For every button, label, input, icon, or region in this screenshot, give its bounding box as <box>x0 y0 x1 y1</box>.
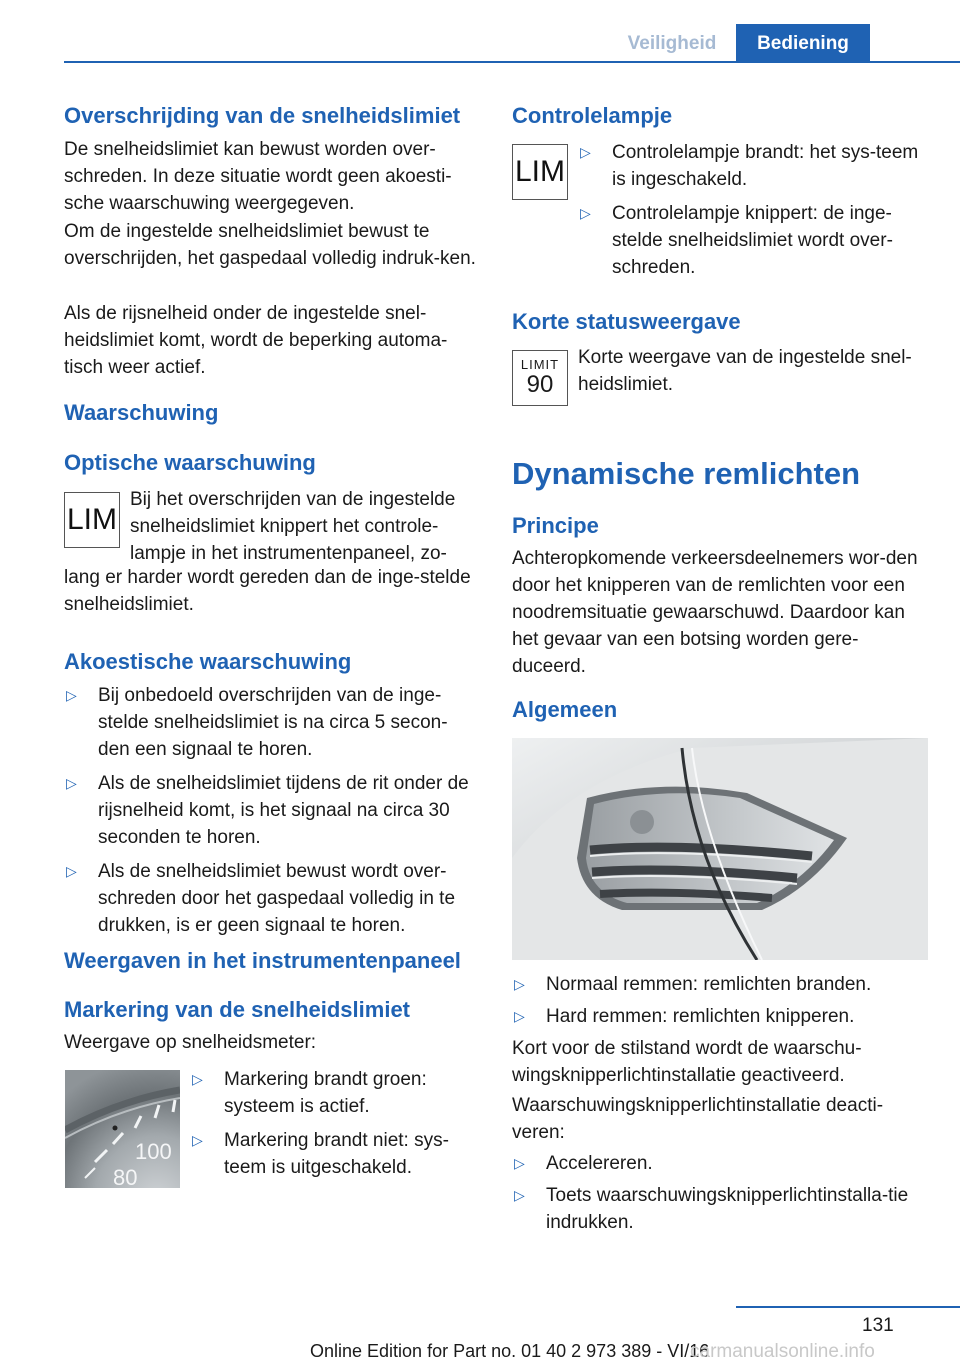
list-item: ▷ Hard remmen: remlichten knipperen. <box>512 1003 930 1030</box>
header-rule <box>64 61 960 63</box>
limit-value: 90 <box>526 371 554 398</box>
deactiveren-list <box>512 1150 930 1236</box>
speedo-label-80: 80 <box>113 1165 138 1188</box>
heading-waarschuwing: Waarschuwing <box>64 400 219 425</box>
speedometer-image <box>65 1070 180 1188</box>
heading-overschrijding: Overschrijding van de snelheidslimiet <box>64 103 461 128</box>
lim-indicator-icon: LIM <box>64 492 120 548</box>
list-item: ▷ Markering brandt groen: systeem is actief. <box>190 1066 480 1120</box>
paragraph-overschrijding-1: De snelheidslimiet kan bewust worden over-schreden. In deze situatie wordt geen akoesti-sche waarschuwing weergegeven. <box>64 139 452 214</box>
tab-bediening[interactable]: Bediening <box>736 24 870 63</box>
paragraph-kort: Kort voor de stilstand wordt de waarschu-wingsknipperlichtinstallatie geactiveerd. <box>512 1038 862 1086</box>
lim-indicator-icon: LIM <box>512 144 568 200</box>
paragraph-optische-a: Bij het overschrijden van de ingestelde snelheidslimiet knippert het controle-lampje in het instrumentenpaneel, zo- <box>130 489 456 564</box>
list-item: ▷ Accelereren. <box>512 1150 930 1177</box>
heading-controlelampje: Controlelampje <box>512 103 673 128</box>
limit-label: LIMIT <box>520 357 560 372</box>
algemeen-list <box>512 971 930 1030</box>
taillight-image <box>512 738 928 960</box>
heading-korte-statusweergave: Korte statusweergave <box>512 309 741 334</box>
list-item: ▷ Controlelampje brandt: het sys-teem is ingeschakeld. <box>578 139 930 193</box>
taillight-icon <box>512 738 928 960</box>
heading-akoestische-waarschuwing: Akoestische waarschuwing <box>64 649 352 674</box>
list-item: ▷ Markering brandt niet: sys-teem is uitgeschakeld. <box>190 1127 480 1181</box>
tab-veiligheid[interactable]: Veiligheid <box>627 32 717 54</box>
paragraph-principe: Achteropkomende verkeersdeelnemers wor-den door het knipperen van de remlichten voor een noodremsituatie gewaarschuwd. Daardoor kan het gevaar van een botsing worden gere-duceerd. <box>512 548 918 677</box>
paragraph-overschrijding-2: Om de ingestelde snelheidslimiet bewust te overschrijden, het gaspedaal volledig indruk-ken. <box>64 221 476 269</box>
list-item: ▷ Bij onbedoeld overschrijden van de inge-stelde snelheidslimiet is na circa 5 secon-den een signaal te horen. <box>64 682 476 763</box>
page-number: 131 <box>862 1315 894 1336</box>
heading-weergaven: Weergaven in het instrumentenpaneel <box>64 948 461 973</box>
heading-optische-waarschuwing: Optische waarschuwing <box>64 450 316 475</box>
footer-rule <box>736 1306 960 1308</box>
paragraph-markering-intro: Weergave op snelheidsmeter: <box>64 1032 317 1053</box>
list-item: ▷ Controlelampje knippert: de inge-stelde snelheidslimiet wordt over-schreden. <box>578 200 930 281</box>
heading-algemeen: Algemeen <box>512 697 618 722</box>
list-item: ▷ Normaal remmen: remlichten branden. <box>512 971 930 998</box>
paragraph-optische-b: lang er harder wordt gereden dan de inge-stelde snelheidslimiet. <box>64 567 471 615</box>
akoestische-list <box>64 682 476 939</box>
speedo-label-100: 100 <box>135 1139 172 1164</box>
list-item: ▷ Als de snelheidslimiet bewust wordt over-schreden door het gaspedaal volledig in te drukken, is er geen signaal te horen. <box>64 858 476 939</box>
heading-markering: Markering van de snelheidslimiet <box>64 997 411 1022</box>
paragraph-deactiveren: Waarschuwingsknipperlichtinstallatie deacti-veren: <box>512 1095 884 1143</box>
limit-90-icon <box>512 350 568 406</box>
paragraph-korte: Korte weergave van de ingestelde snel-heidslimiet. <box>578 347 912 395</box>
paragraph-overschrijding-3: Als de rijsnelheid onder de ingestelde snel-heidslimiet komt, wordt de beperking automa-tisch weer actief. <box>64 303 448 378</box>
heading-principe: Principe <box>512 513 599 538</box>
list-item: ▷ Als de snelheidslimiet tijdens de rit onder de rijsnelheid komt, is het signaal na circa 30 seconden te horen. <box>64 770 476 851</box>
list-item: ▷ Toets waarschuwingsknipperlichtinstalla-tie indrukken. <box>512 1182 930 1236</box>
heading-dynamische-remlichten: Dynamische remlichten <box>512 456 861 491</box>
controle-list <box>578 139 930 281</box>
footer-edition: Online Edition for Part no. 01 40 2 973 389 - VI/16 <box>310 1341 710 1361</box>
markering-list <box>190 1066 480 1181</box>
watermark: carmanualsonline.info <box>690 1341 875 1362</box>
